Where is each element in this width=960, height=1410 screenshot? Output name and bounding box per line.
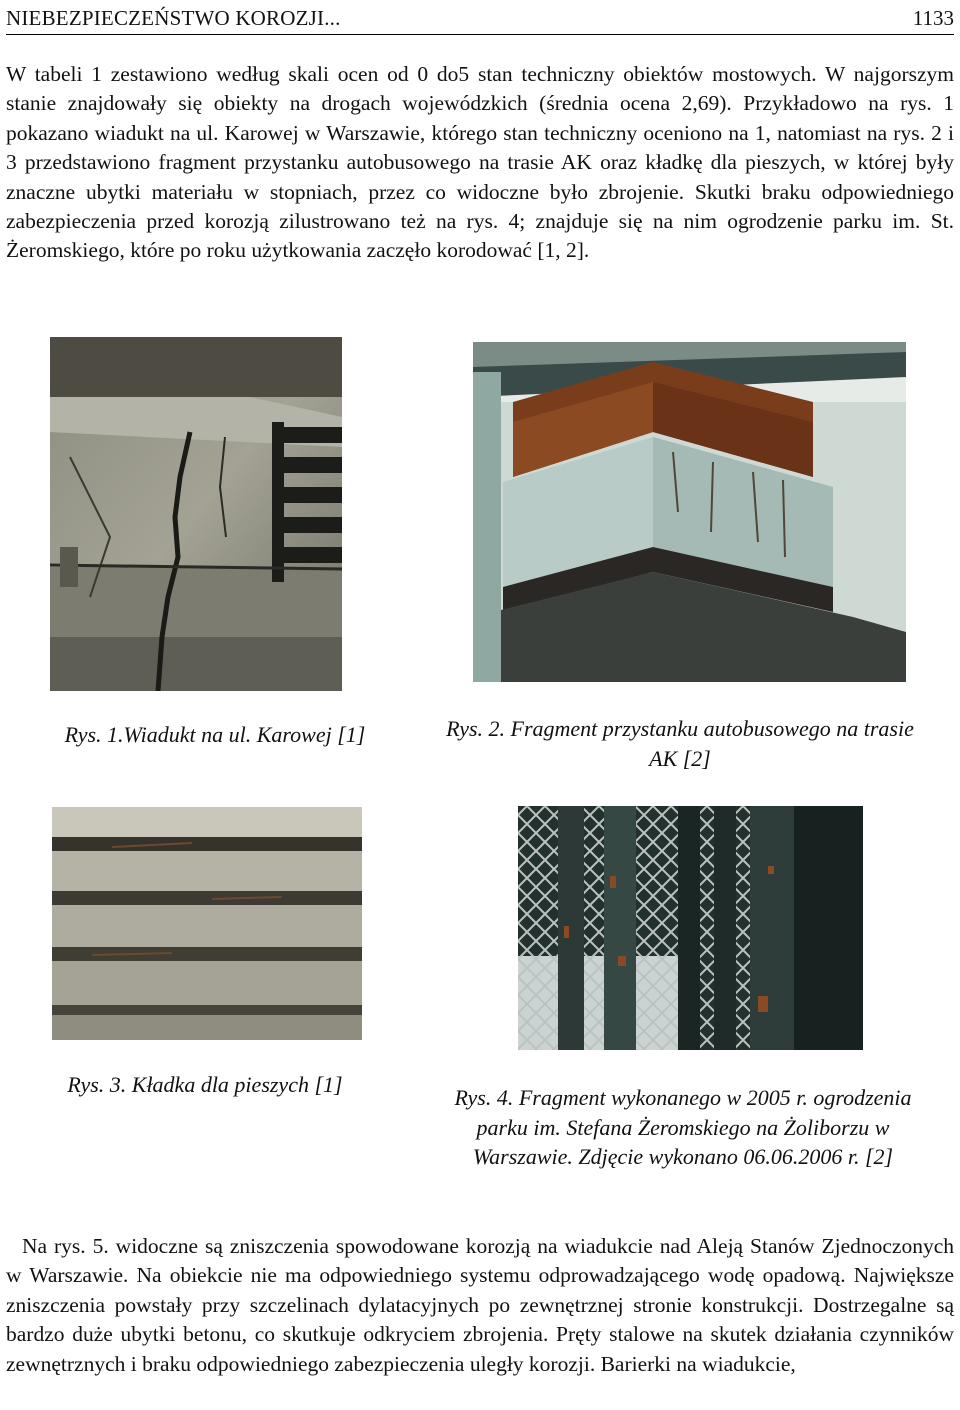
figure-2-caption: Rys. 2. Fragment przystanku autobusowego na trasie AK [2]: [446, 716, 914, 771]
page-number: 1133: [912, 6, 954, 30]
figure-1-photo: [50, 337, 342, 691]
figure-2-photo: [473, 342, 906, 682]
running-title: NIEBEZPIECZEŃSTWO KOROZJI...: [6, 6, 341, 30]
figure-1-caption: Rys. 1.Wiadukt na ul. Karowej [1]: [64, 722, 366, 747]
running-header: [6, 4, 954, 35]
figure-4-photo: [518, 806, 863, 1050]
figure-3-photo: [52, 807, 362, 1040]
body-paragraph-1: W tabeli 1 zestawiono według skali ocen od 0 do5 stan techniczny obiektów mostowych. W najgorszym stanie znajdowały się obiekty na drogach wojewódzkich (średnia ocena 2,69). Przykładowo na rys. 1 pokazano wiadukt na ul. Karowej w Warszawie, którego stan techniczny oceniono na 1, natomiast na rys. 2 i 3 przedstawiono fragment przystanku autobusowego na trasie AK oraz kładkę dla pieszych, w której były znaczne ubytki materiału w stopniach, przez co widoczne było zbrojenie. Skutki braku odpowiedniego zabezpieczenia przed korozją zilustrowano też na rys. 4; znajduje się na nim ogrodzenie parku im. St. Żeromskiego, które po roku użytkowania zaczęło korodować [1, 2].: [6, 62, 954, 263]
figure-4-caption: Rys. 4. Fragment wykonanego w 2005 r. ogrodzenia parku im. Stefana Żeromskiego na Żoliborzu w Warszawie. Zdjęcie wykonano 06.06.2006 r. [2]: [454, 1085, 912, 1169]
body-paragraph-2: Na rys. 5. widoczne są zniszczenia spowodowane korozją na wiadukcie nad Aleją Stanów Zjednoczonych w Warszawie. Na obiekcie nie ma odpowiedniego systemu odprowadzającego wodę opadową. Największe zniszczenia powstały przy szczelinach dylatacyjnych po zewnętrznej stronie konstrukcji. Dostrzegalne są bardzo duże ubytki betonu, co skutkuje odkryciem zbrojenia. Pręty stalowe na skutek działania czynników zewnętrznych i braku odpowiedniego zabezpieczenia uległy korozji. Barierki na wiadukcie,: [6, 1234, 954, 1376]
figure-3-caption: Rys. 3. Kładka dla pieszych [1]: [67, 1072, 343, 1097]
